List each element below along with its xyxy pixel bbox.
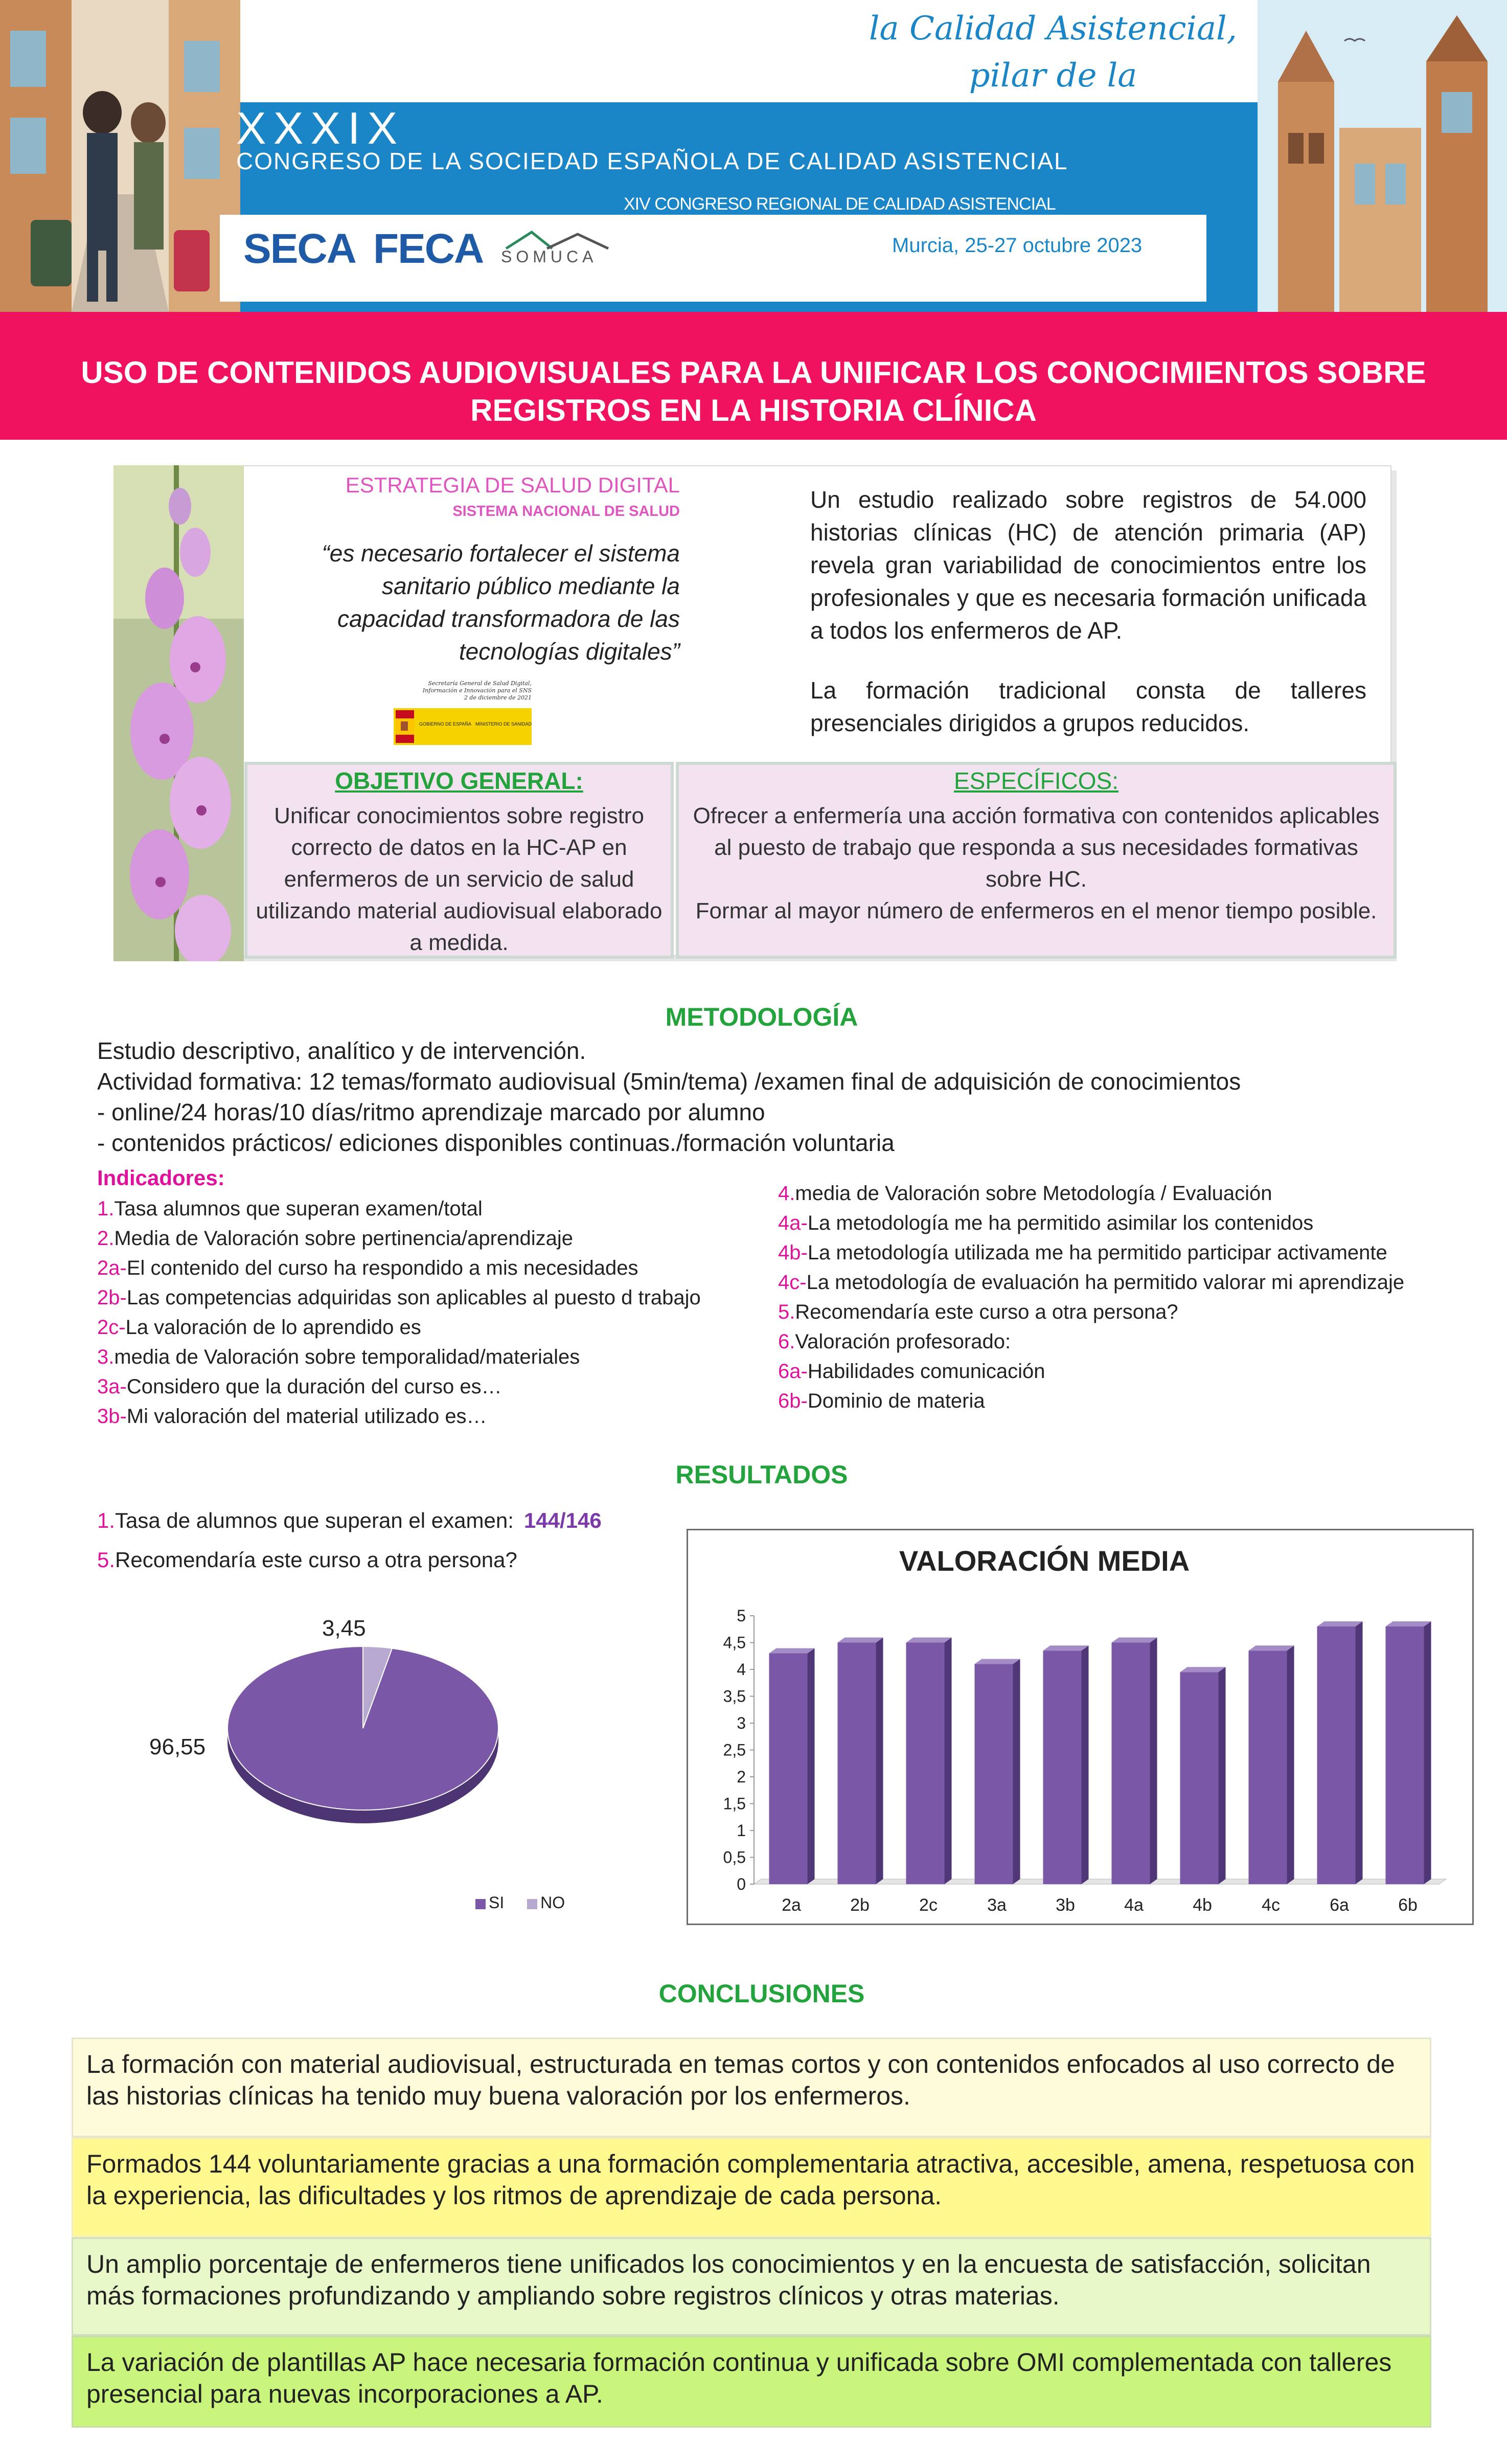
y-tick-label: 2,5: [723, 1740, 746, 1759]
bar-side: [1287, 1645, 1294, 1884]
bar-side: [1150, 1638, 1157, 1885]
congress-dates: Murcia, 25-27 octubre 2023: [892, 234, 1143, 257]
x-tick-label: 3b: [1056, 1895, 1075, 1915]
bar-chart-title: VALORACIÓN MEDIA: [899, 1545, 1190, 1577]
indicator-item: 2a-El contenido del curso ha respondido a mis necesidades: [97, 1257, 638, 1279]
bar-top: [906, 1638, 951, 1643]
indicator-item: 4b-La metodología utilizada me ha permitido participar activamente: [778, 1241, 1387, 1264]
street-illustration: [0, 0, 240, 312]
slogan-line-1: la Calidad Asistencial,: [869, 10, 1237, 48]
legend-item-si: SI: [475, 1893, 504, 1912]
pie-data-label-si: 96,55: [149, 1734, 206, 1759]
seca-logo: SECA: [243, 225, 356, 272]
somuca-logo: SOMUCA: [501, 247, 598, 266]
indicator-item: 4.media de Valoración sobre Metodología / Evaluación: [778, 1182, 1272, 1205]
methodology-line: Actividad formativa: 12 temas/formato audiovisual (5min/tema) /examen final de adquisición de conocimientos: [97, 1068, 1241, 1095]
x-tick-label: 4b: [1193, 1895, 1212, 1915]
y-tick-label: 0: [737, 1875, 746, 1893]
bar-top: [1385, 1621, 1431, 1626]
conclusion-box: Formados 144 voluntariamente gracias a una formación complementaria atractiva, accesible, amena, respetuosa con la experiencia, las dificultades y los ritmos de aprendizaje de cada persona.: [72, 2137, 1431, 2237]
foxglove-flower-image: [113, 465, 244, 961]
indicator-item: 6a-Habilidades comunicación: [778, 1360, 1045, 1383]
x-tick-label: 3a: [987, 1895, 1007, 1915]
x-tick-label: 2c: [919, 1895, 938, 1915]
bar-2a: [769, 1654, 807, 1885]
specific-objective-2: Formar al mayor número de enfermeros en el menor tiempo posible.: [695, 898, 1377, 923]
bar-top: [974, 1659, 1020, 1664]
methodology-line: Estudio descriptivo, analítico y de intervención.: [97, 1037, 586, 1064]
y-tick-label: 4,5: [723, 1633, 746, 1652]
document-reference-line-3: 2 de diciembre de 2021: [464, 694, 532, 701]
methodology-line: - contenidos prácticos/ ediciones disponibles continuas./formación voluntaria: [97, 1129, 895, 1156]
strategy-subtitle: SISTEMA NACIONAL DE SALUD: [452, 503, 680, 519]
document-reference-line-1: Secretaría General de Salud Digital,: [428, 680, 532, 687]
indicator-item: 3b-Mi valoración del material utilizado es…: [97, 1405, 487, 1428]
indicator-item: 2b-Las competencias adquiridas son aplicables al puesto d trabajo: [97, 1286, 701, 1309]
indicator-item: 4a-La metodología me ha permitido asimilar los contenidos: [778, 1212, 1314, 1234]
indicator-item: 4c-La metodología de evaluación ha permitido valorar mi aprendizaje: [778, 1271, 1405, 1294]
indicators-title: Indicadores:: [97, 1166, 225, 1190]
indicator-item: 3.media de Valoración sobre temporalidad/materiales: [97, 1346, 580, 1368]
indicator-item: 6b-Dominio de materia: [778, 1390, 985, 1412]
poster-title-line-1: USO DE CONTENIDOS AUDIOVISUALES PARA LA UNIFICAR LOS CONOCIMIENTOS SOBRE: [81, 355, 1426, 390]
strategy-quote: “es necesario fortalecer el sistema sanitario público mediante la capacidad transformadora de las tecnologías digitales”: [322, 540, 680, 665]
y-tick-label: 3,5: [723, 1687, 746, 1706]
bar-side: [1013, 1659, 1020, 1885]
x-tick-label: 4c: [1262, 1895, 1280, 1915]
result-pass-rate: 1.Tasa de alumnos que superan el examen: 144/146: [97, 1508, 602, 1532]
y-tick-label: 0,5: [723, 1848, 746, 1867]
somuca-roof-icon: [501, 229, 613, 250]
y-tick-label: 2: [737, 1768, 746, 1786]
bar-6b: [1385, 1626, 1424, 1884]
valoracion-media-bar-chart: [688, 1595, 1472, 1923]
conclusion-box: La formación con material audiovisual, estructurada en temas cortos y con contenidos enfocados al uso correcto de las historias clínicas ha tenido muy buena valoración por los enfermeros.: [72, 2038, 1431, 2137]
x-tick-label: 6a: [1330, 1895, 1349, 1915]
methodology-text: [97, 1035, 1426, 1158]
bar-4b: [1180, 1672, 1218, 1884]
x-tick-label: 2b: [850, 1895, 870, 1915]
bar-top: [1317, 1621, 1362, 1626]
header-banner: [0, 0, 1507, 312]
x-tick-label: 4a: [1124, 1895, 1144, 1915]
bar-4a: [1111, 1643, 1150, 1885]
result-recommendation: 5.Recomendaría este curso a otra persona?: [97, 1548, 517, 1572]
bar-side: [1219, 1667, 1226, 1884]
traditional-training-paragraph: La formación tradicional consta de talleres presenciales dirigidos a grupos reducidos.: [810, 677, 1366, 736]
bar-2b: [837, 1643, 876, 1885]
congress-title: CONGRESO DE LA SOCIEDAD ESPAÑOLA DE CALIDAD ASISTENCIAL: [236, 148, 1068, 174]
pie-legend: [475, 1893, 565, 1912]
recommendation-pie-chart: [128, 1611, 639, 1928]
indicator-item: 2.Media de Valoración sobre pertinencia/aprendizaje: [97, 1227, 573, 1250]
methodology-title: METODOLOGÍA: [665, 1003, 858, 1031]
bar-3b: [1043, 1651, 1081, 1884]
indicator-item: 2c-La valoración de lo aprendido es: [97, 1316, 421, 1339]
bar-side: [808, 1648, 815, 1885]
bar-side: [1424, 1621, 1431, 1884]
bar-side: [1082, 1645, 1089, 1884]
bar-side: [945, 1638, 952, 1885]
bar-4c: [1248, 1651, 1287, 1884]
specific-objectives-title: ESPECÍFICOS:: [953, 767, 1119, 794]
bar-6a: [1317, 1626, 1355, 1884]
feca-logo: FECA: [373, 225, 484, 272]
strategy-title: ESTRATEGIA DE SALUD DIGITAL: [345, 473, 680, 497]
specific-objectives-text: [690, 800, 1382, 927]
y-tick-label: 5: [737, 1607, 746, 1625]
indicator-item: 5.Recomendaría este curso a otra persona?: [778, 1301, 1178, 1323]
indicator-item: 1.Tasa alumnos que superan examen/total: [97, 1197, 483, 1220]
conclusion-box: La variación de plantillas AP hace necesaria formación continua y unificada sobre OMI complementada con talleres presencial para nuevas incorporaciones a AP.: [72, 2336, 1431, 2428]
indicators-list-right: [778, 1179, 1494, 1416]
y-tick-label: 3: [737, 1714, 746, 1732]
y-tick-label: 1: [737, 1821, 746, 1840]
conclusion-box: Un amplio porcentaje de enfermeros tiene unificados los conocimientos y en la encuesta de satisfacción, solicitan más formaciones profundizando y ampliando sobre registros clínicos y otras materias.: [72, 2237, 1431, 2336]
specific-objective-1: Ofrecer a enfermería una acción formativa con contenidos aplicables al puesto de trabajo que responda a sus necesidades formativas sobre HC.: [693, 803, 1380, 892]
general-objective-text: Unificar conocimientos sobre registro correcto de datos en la HC-AP en enfermeros de un servicio de salud utilizando material audiovisual elaborado a medida.: [256, 803, 663, 955]
indicator-item: 6.Valoración profesorado:: [778, 1330, 1011, 1353]
bar-3a: [974, 1664, 1013, 1885]
study-paragraph: Un estudio realizado sobre registros de 54.000 historias clínicas (HC) de atención primaria (AP) revela gran variabilidad de conocimientos entre los profesionales y que es necesaria formación unificada a todos los enfermeros de AP.: [810, 486, 1366, 644]
bar-top: [769, 1648, 814, 1654]
bar-top: [1248, 1645, 1294, 1651]
pie-data-label-no: 3,45: [322, 1616, 366, 1641]
bar-2c: [906, 1643, 944, 1885]
bar-side: [1356, 1621, 1363, 1884]
congress-slogan: [869, 5, 1237, 146]
gov-logo-right-text: MINISTERIO DE SANIDAD: [475, 721, 532, 727]
regional-congress: XIV CONGRESO REGIONAL DE CALIDAD ASISTENCIAL: [624, 194, 1056, 214]
bar-top: [1111, 1638, 1157, 1643]
results-title: RESULTADOS: [675, 1460, 848, 1489]
bar-top: [1180, 1667, 1225, 1672]
poster-title: [20, 354, 1487, 429]
spanish-government-logo: [394, 708, 532, 745]
document-reference-line-2: Información e Innovación para el SNS: [422, 687, 532, 694]
y-tick-label: 1,5: [723, 1794, 746, 1813]
x-tick-label: 2a: [782, 1895, 801, 1915]
bar-top: [1043, 1645, 1088, 1651]
y-tick-label: 4: [737, 1660, 746, 1679]
indicator-item: 3a-Considero que la duración del curso es…: [97, 1375, 502, 1398]
general-objective-title: OBJETIVO GENERAL:: [335, 767, 583, 794]
conclusions-title: CONCLUSIONES: [658, 1979, 865, 2008]
slogan-line-2: pilar de la sostenibilidad: [938, 57, 1169, 142]
bar-top: [837, 1638, 883, 1643]
gov-logo-left-text: GOBIERNO DE ESPAÑA: [419, 721, 471, 727]
methodology-line: - online/24 horas/10 días/ritmo aprendizaje marcado por alumno: [97, 1099, 765, 1125]
congress-edition: XXXIX: [236, 103, 405, 153]
poster-title-line-2: REGISTROS EN LA HISTORIA CLÍNICA: [470, 393, 1037, 427]
indicators-list-left: [97, 1194, 772, 1431]
legend-item-no: NO: [527, 1893, 565, 1912]
cathedral-illustration: [1258, 0, 1507, 312]
x-tick-label: 6b: [1398, 1895, 1418, 1915]
pass-rate-value: 144/146: [523, 1508, 602, 1532]
bar-side: [876, 1638, 883, 1885]
document-reference: [399, 680, 532, 702]
